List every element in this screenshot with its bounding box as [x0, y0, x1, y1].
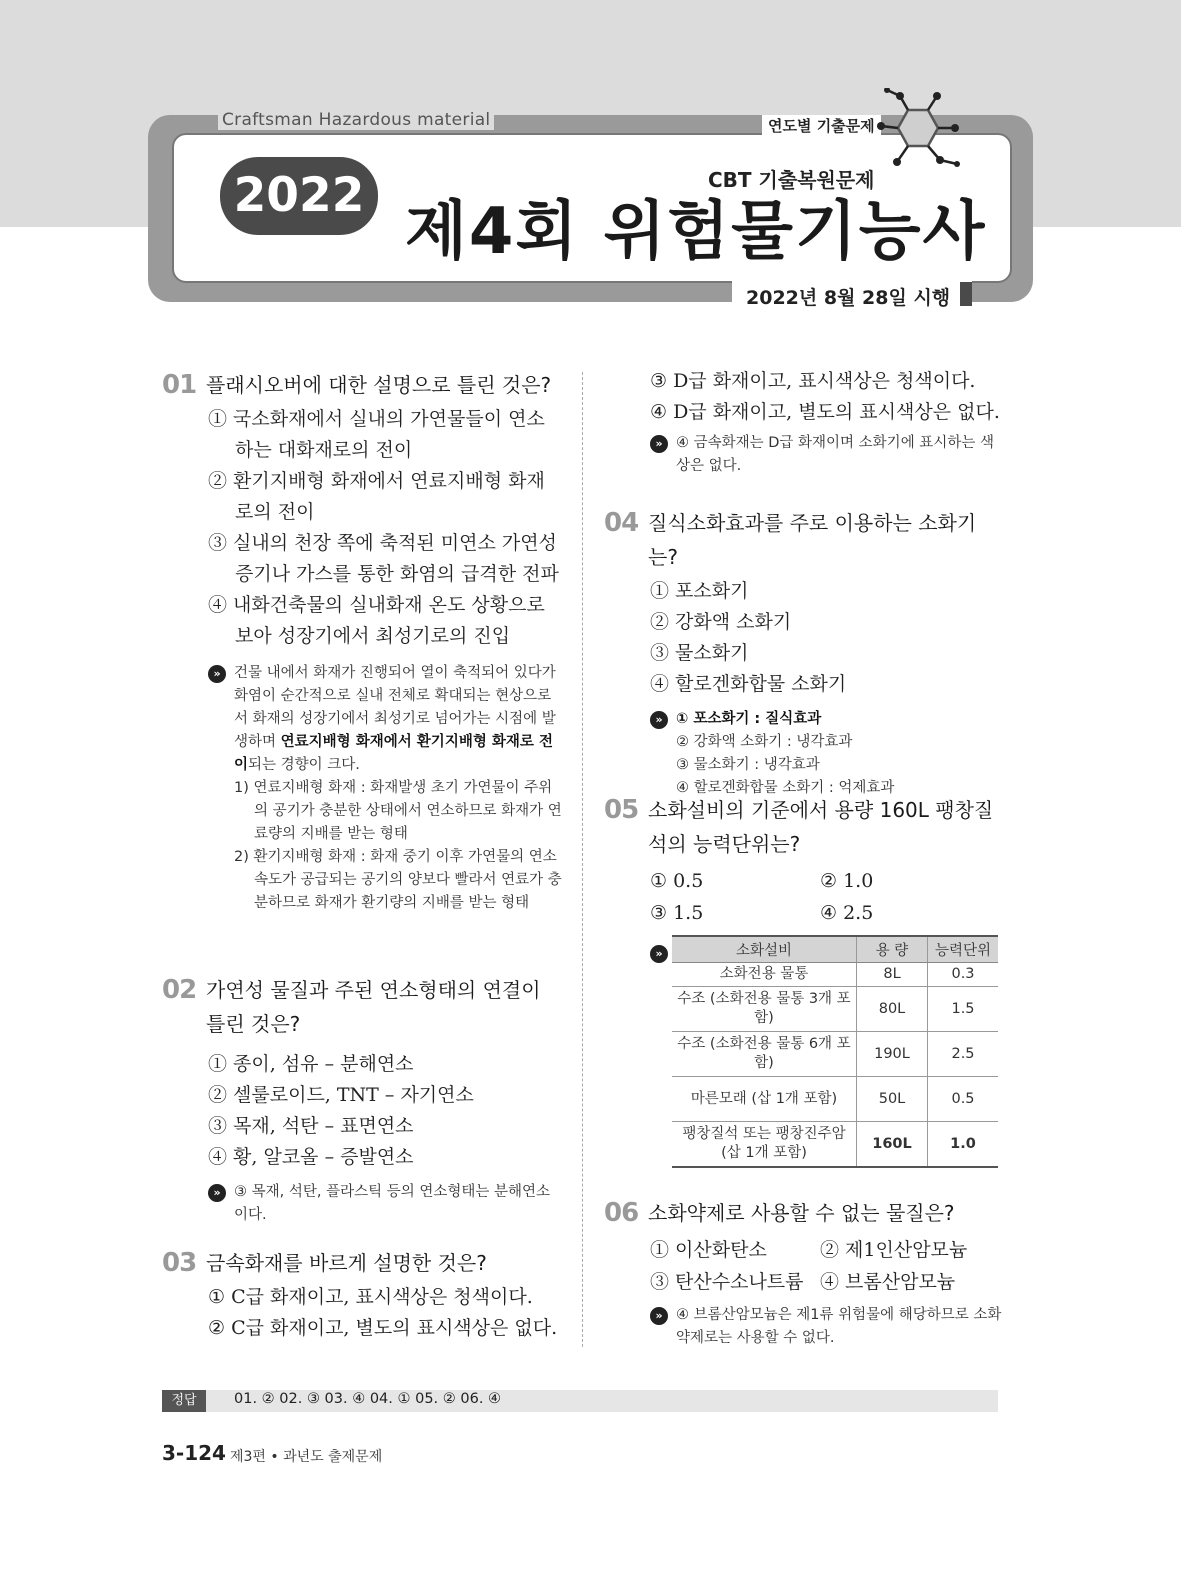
explanation: » ① 포소화기 : 질식효과 ② 강화액 소화기 : 냉각효과 ③ 물소화기 : 냉각효과 ④ 할로겐화합물 소화기 : 억제효과	[604, 708, 1004, 800]
date-bar	[960, 282, 972, 306]
options-grid	[604, 865, 1004, 929]
question-number: 01	[162, 370, 197, 400]
option-1: ① C급 화재이고, 표시색상은 청색이다.	[208, 1286, 533, 1308]
question-03-continued	[604, 366, 1004, 478]
explanation: » ③ 목재, 석탄, 플라스틱 등의 연소형태는 분해연소이다.	[162, 1181, 562, 1227]
option-1: ① 포소화기	[650, 580, 749, 602]
option-2: ② 강화액 소화기	[650, 611, 792, 633]
option-1: ① 국소화재에서 실내의 가연물들이 연소 하는 대화재로의 전이	[208, 408, 545, 461]
question-text: 질식소화효과를 주로 이용하는 소화기는?	[648, 511, 977, 569]
explanation-sub-2: 2) 환기지배형 화재 : 화재 중기 이후 가연물의 연소속도가 공급되는 공기의 양보다 빨라서 연료가 충분하므로 화재가 환기량의 지배를 받는 형태	[234, 849, 562, 911]
option-4: ④ 브롬산암모늄	[820, 1271, 956, 1293]
explanation-icon: »	[208, 665, 226, 683]
question-number: 06	[604, 1198, 639, 1228]
table-row: 팽창질석 또는 팽창진주암 (삽 1개 포함) 160L 1.0	[672, 1122, 998, 1168]
exam-title: 제4회 위험물기능사	[405, 195, 987, 269]
page-section: 제3편 • 과년도 출제문제	[230, 1449, 383, 1465]
option-1: ① 이산화탄소	[650, 1239, 767, 1261]
column-header: 소화설비	[672, 936, 857, 963]
option-3: ③ 목재, 석탄 – 표면연소	[208, 1115, 414, 1137]
question-text: 가연성 물질과 주된 연소형태의 연결이 틀린 것은?	[206, 978, 541, 1036]
option-3: ③ 실내의 천장 쪽에 축적된 미연소 가연성 증기나 가스를 통한 화염의 급격한 전파	[208, 532, 559, 585]
question-text: 소화설비의 기준에서 용량 160L 팽창질석의 능력단위는?	[648, 798, 994, 856]
option-4: ④ 2.5	[820, 902, 874, 924]
explanation-icon: »	[650, 435, 668, 453]
question-number: 04	[604, 508, 639, 538]
table-row: 수조 (소화전용 물통 6개 포함) 190L 2.5	[672, 1032, 998, 1077]
page-number: 3-124	[162, 1441, 226, 1465]
question-number: 02	[162, 975, 197, 1005]
exam-subtitle: CBT 기출복원문제	[708, 168, 875, 192]
option-3: ③ 물소화기	[650, 642, 749, 664]
option-3: ③ D급 화재이고, 표시색상은 청색이다.	[650, 370, 976, 392]
year-badge: 2022	[220, 157, 378, 235]
table-header-row	[672, 936, 998, 963]
extinguisher-table	[672, 935, 998, 1168]
question-01	[162, 370, 562, 915]
explanation: » ④ 금속화재는 D급 화재이며 소화기에 표시하는 색상은 없다.	[604, 432, 1004, 478]
column-header: 용 량	[857, 936, 928, 963]
option-4: ④ 할로겐화합물 소화기	[650, 673, 847, 695]
explanation-sub-1: 1) 연료지배형 화재 : 화재발생 초기 가연물이 주위의 공기가 충분한 상태에서 연소하므로 화재가 연료량의 지배를 받는 형태	[234, 780, 562, 842]
question-04	[604, 508, 1004, 800]
options-grid	[604, 1234, 1004, 1298]
option-4: ④ 황, 알코올 – 증발연소	[208, 1146, 414, 1168]
explanation-icon: »	[650, 945, 668, 963]
explanation-icon: »	[650, 1307, 668, 1325]
column-header: 능력단위	[928, 936, 999, 963]
option-2: ② 환기지배형 화재에서 연료지배형 화재 로의 전이	[208, 470, 545, 523]
answer-label: 정답	[162, 1390, 206, 1412]
category-label: 연도별 기출문제	[762, 115, 881, 136]
molecule-icon	[875, 88, 965, 178]
question-06	[604, 1198, 1004, 1350]
answer-key: 01. ② 02. ③ 03. ④ 04. ① 05. ② 06. ④	[234, 1391, 502, 1407]
option-4: ④ D급 화재이고, 별도의 표시색상은 없다.	[650, 401, 1000, 423]
question-number: 05	[604, 795, 639, 825]
option-2: ② 제1인산암모늄	[820, 1239, 968, 1261]
explanation: » ④ 브롬산암모늄은 제1류 위험물에 해당하므로 소화약제로는 사용할 수 없다.	[604, 1304, 1004, 1350]
option-2: ② 셀룰로이드, TNT – 자기연소	[208, 1084, 474, 1106]
option-2: ② C급 화재이고, 별도의 표시색상은 없다.	[208, 1317, 558, 1339]
explanation-icon: »	[650, 711, 668, 729]
series-label: Craftsman Hazardous material	[218, 110, 494, 130]
question-text: 소화약제로 사용할 수 없는 물질은?	[648, 1201, 955, 1225]
table-row: 마른모래 (삽 1개 포함) 50L 0.5	[672, 1077, 998, 1122]
question-number: 03	[162, 1248, 197, 1278]
question-05	[604, 795, 1004, 1168]
option-1: ① 종이, 섬유 – 분해연소	[208, 1053, 414, 1075]
explanation	[604, 935, 1004, 1168]
question-03	[162, 1248, 562, 1344]
option-3: ③ 1.5	[650, 902, 704, 924]
column-divider	[582, 372, 583, 1347]
option-4: ④ 내화건축물의 실내화재 온도 상황으로 보아 성장기에서 최성기로의 진입	[208, 594, 545, 647]
option-2: ② 1.0	[820, 870, 874, 892]
option-3: ③ 탄산수소나트륨	[650, 1271, 804, 1293]
question-text: 플래시오버에 대한 설명으로 틀린 것은?	[206, 373, 552, 397]
question-02	[162, 975, 562, 1227]
option-1: ① 0.5	[650, 870, 704, 892]
explanation: » 건물 내에서 화재가 진행되어 열이 축적되어 있다가 화염이 순간적으로 실내 전체로 확대되는 현상으로서 화재의 성장기에서 최성기로 넘어가는 시점에 발생하며 연료지배형 화재에서 환기지배형 화재로 전이되는 경향이 크다. 1) 연료지배형 화재 : 화재발생 초기 가연물이 주위의 공기가 충분한 상태에서 연소하므로 화재가 연료량의 지배를 받는 형태 2) 환기지배형 화재 : 화재 중기 이후 가연물의 연소속도가 공급되는 공기의 양보다 빨라서 연료가 충분하므로 화재가 환기량의 지배를 받는 형태	[162, 662, 562, 915]
question-text: 금속화재를 바르게 설명한 것은?	[206, 1251, 487, 1275]
table-row: 소화전용 물통 8L 0.3	[672, 963, 998, 987]
explanation-icon: »	[208, 1184, 226, 1202]
table-row: 수조 (소화전용 물통 3개 포함) 80L 1.5	[672, 987, 998, 1032]
exam-date: 2022년 8월 28일 시행	[746, 287, 951, 309]
